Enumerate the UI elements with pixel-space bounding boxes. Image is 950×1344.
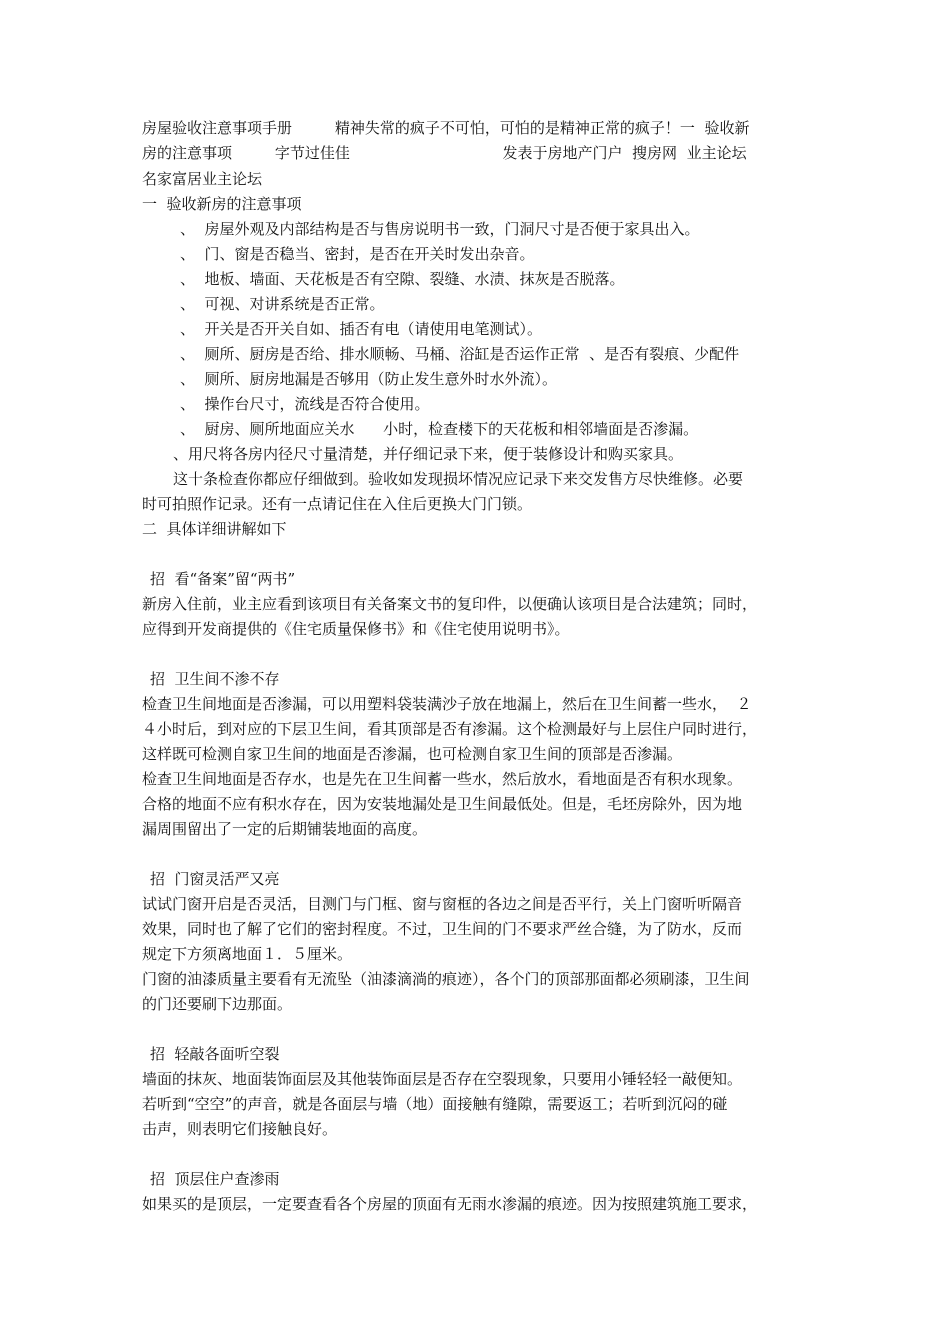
paragraph-line: 时可拍照作记录。还有一点请记住在入住后更换大门门锁。	[142, 495, 533, 513]
tip-heading: 招 看“备案”留“两书”	[150, 570, 296, 588]
paragraph-line: 墙面的抹灰、地面装饰面层及其他装饰面层是否存在空裂现象，只要用小锤轻轻一敲便知。	[142, 1070, 743, 1088]
paragraph-line: 检查卫生间地面是否存水，也是先在卫生间蓄一些水，然后放水，看地面是否有积水现象。	[142, 770, 743, 788]
paragraph-line: 门窗的油漆质量主要看有无流坠（油漆滴淌的痕迹），各个门的顶部那面都必须刷漆，卫生间	[142, 970, 750, 988]
paragraph-line: 试试门窗开启是否灵活，目测门与门框、窗与窗框的各边之间是否平行，关上门窗听听隔音	[142, 895, 743, 913]
paragraph-line: 规定下方须离地面１．５厘米。	[142, 945, 353, 963]
checklist-item: 、 地板、墙面、天花板是否有空隙、裂缝、水渍、抹灰是否脱落。	[180, 270, 625, 288]
paragraph-line: 的门还要刷下边那面。	[142, 995, 293, 1013]
checklist-item: 、 房屋外观及内部结构是否与售房说明书一致，门洞尺寸是否便于家具出入。	[180, 220, 700, 238]
paragraph-line: 若听到“空空”的声音，就是各面层与墙（地）面接触有缝隙，需要返工；若听到沉闷的碰	[142, 1095, 728, 1113]
paragraph-line: 击声，则表明它们接触良好。	[142, 1120, 338, 1138]
tip-heading: 招 卫生间不渗不存	[150, 670, 280, 688]
checklist-item: 、用尺将各房内径尺寸量清楚，并仔细记录下来，便于装修设计和购买家具。	[173, 445, 684, 463]
header-line-2: 房的注意事项 字节过佳佳 发表于房地产门户 搜房网 业主论坛	[142, 144, 747, 162]
header-line-3: 名家富居业主论坛	[142, 170, 263, 188]
paragraph-line: 检查卫生间地面是否渗漏，可以用塑料袋装满沙子放在地漏上，然后在卫生间蓄一些水， ２	[142, 695, 752, 713]
tip-heading: 招 门窗灵活严又亮	[150, 870, 280, 888]
checklist-item: 、 操作台尺寸，流线是否符合使用。	[180, 395, 430, 413]
checklist-item: 、 厨房、厕所地面应关水 小时，检查楼下的天花板和相邻墙面是否渗漏。	[180, 420, 699, 438]
paragraph-line: ４小时后，到对应的下层卫生间，看其顶部是否有渗漏。这个检测最好与上层住户同时进行，	[142, 720, 758, 738]
paragraph-line: 新房入住前，业主应看到该项目有关备案文书的复印件，以便确认该项目是合法建筑；同时，	[142, 595, 758, 613]
checklist-item: 、 厕所、厨房是否给、排水顺畅、马桶、浴缸是否运作正常 、是否有裂痕、少配件	[180, 345, 740, 363]
paragraph-line: 这样既可检测自家卫生间的地面是否渗漏，也可检测自家卫生间的顶部是否渗漏。	[142, 745, 683, 763]
paragraph-line: 这十条检查你都应仔细做到。验收如发现损坏情况应记录下来交发售方尽快维修。必要	[173, 470, 744, 488]
checklist-item: 、 可视、对讲系统是否正常。	[180, 295, 385, 313]
paragraph-line: 漏周围留出了一定的后期铺装地面的高度。	[142, 820, 428, 838]
section-heading-2: 二 具体详细讲解如下	[142, 520, 287, 538]
section-heading-1: 一 验收新房的注意事项	[142, 195, 302, 213]
paragraph-line: 合格的地面不应有积水存在，因为安装地漏处是卫生间最低处。但是，毛坯房除外，因为地	[142, 795, 743, 813]
paragraph-line: 如果买的是顶层，一定要查看各个房屋的顶面有无雨水渗漏的痕迹。因为按照建筑施工要求，	[142, 1195, 758, 1213]
tip-heading: 招 顶层住户查渗雨	[150, 1170, 280, 1188]
checklist-item: 、 开关是否开关自如、插否有电（请使用电笔测试）。	[180, 320, 543, 338]
checklist-item: 、 厕所、厨房地漏是否够用（防止发生意外时水外流）。	[180, 370, 558, 388]
paragraph-line: 效果，同时也了解了它们的密封程度。不过，卫生间的门不要求严丝合缝，为了防水，反而	[142, 920, 743, 938]
tip-heading: 招 轻敲各面听空裂	[150, 1045, 280, 1063]
checklist-item: 、 门、窗是否稳当、密封，是否在开关时发出杂音。	[180, 245, 535, 263]
paragraph-line: 应得到开发商提供的《住宅质量保修书》和《住宅使用说明书》。	[142, 620, 570, 638]
header-line-1: 房屋验收注意事项手册 精神失常的疯子不可怕，可怕的是精神正常的疯子！一 验收新	[142, 119, 750, 137]
